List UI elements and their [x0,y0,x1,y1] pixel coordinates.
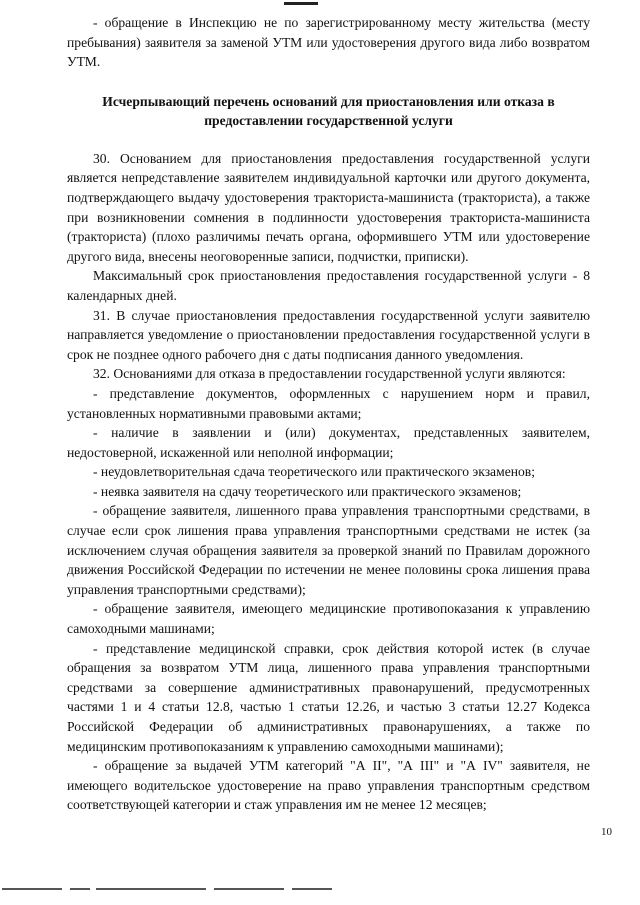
list-item: - обращение заявителя, лишенного права управления транспортными средствами, в случае если срок лишения права управления транспортными средствами не истек (за исключением случая обращения заявителя за проверкой знаний по Правилам дорожного движения Российской Федерации по истечении не менее половины срока лишения права управления транспортными средствами); [67,503,590,597]
page-number: 10 [601,826,612,838]
scan-artifact [0,886,640,892]
document-body [67,13,590,815]
list-item: - обращение заявителя, имеющего медицинские противопоказания к управлению самоходными машинами; [67,601,590,637]
list-item: - представление медицинской справки, срок действия которой истек (в случае обращения за возвратом УТМ лица, лишенного права управления транспортными средствами за совершение административных правонарушений, предусмотренных частями 1 и 4 статьи 12.8, частью 1 статьи 12.26, и частью 3 статьи 12.27 Кодекса Российской Федерации об административных правонарушениях, а также по медицинским противопоказаниям к управлению самоходными машинами); [67,640,590,754]
scan-mark [284,2,318,5]
paragraph-31: 31. В случае приостановления предоставления государственной услуги заявителю направляется уведомление о приостановлении предоставления государственной услуги в срок не позднее одного рабочего дня с даты подписания данного уведомления. [67,307,590,362]
paragraph-30: 30. Основанием для приостановления предоставления государственной услуги является непредставление заявителем индивидуальной карточки или другого документа, подтверждающего выдачу удостоверения тракториста-машиниста (тракториста), а также при возникновении сомнения в подлинности удостоверения тракториста-машиниста (тракториста) (плохо различимы печать органа, оформившего УТМ или удостоверение другого вида, внесены неоговоренные записи, подчистки, приписки). [67,150,590,264]
list-item: - неявка заявителя на сдачу теоретического или практического экзаменов; [93,483,522,499]
section-heading: Исчерпывающий перечень оснований для приостановления или отказа в предоставлении государственной услуги [102,93,555,128]
intro-paragraph: - обращение в Инспекцию не по зарегистрированному месту жительства (месту пребывания) заявителя за заменой УТМ или удостоверения другого вида либо возвратом УТМ. [67,15,590,70]
list-item: - наличие в заявлении и (или) документах, представленных заявителем, недостоверной, искаженной или неполной информации; [67,425,590,460]
paragraph-max-term: Максимальный срок приостановления предоставления государственной услуги - 8 календарных дней. [67,268,590,303]
list-item: - неудовлетворительная сдача теоретического или практического экзаменов; [93,464,535,480]
list-item: - обращение за выдачей УТМ категорий "А II", "А III" и "А IV" заявителя, не имеющего водительское удостоверение на право управления транспортным средством соответствующей категории и стаж управления им не менее 12 месяцев; [67,758,590,813]
list-item: - представление документов, оформленных с нарушением норм и правил, установленных нормативными правовыми актами; [67,385,590,421]
paragraph-32: 32. Основаниями для отказа в предоставлении государственной услуги являются: [93,366,566,382]
